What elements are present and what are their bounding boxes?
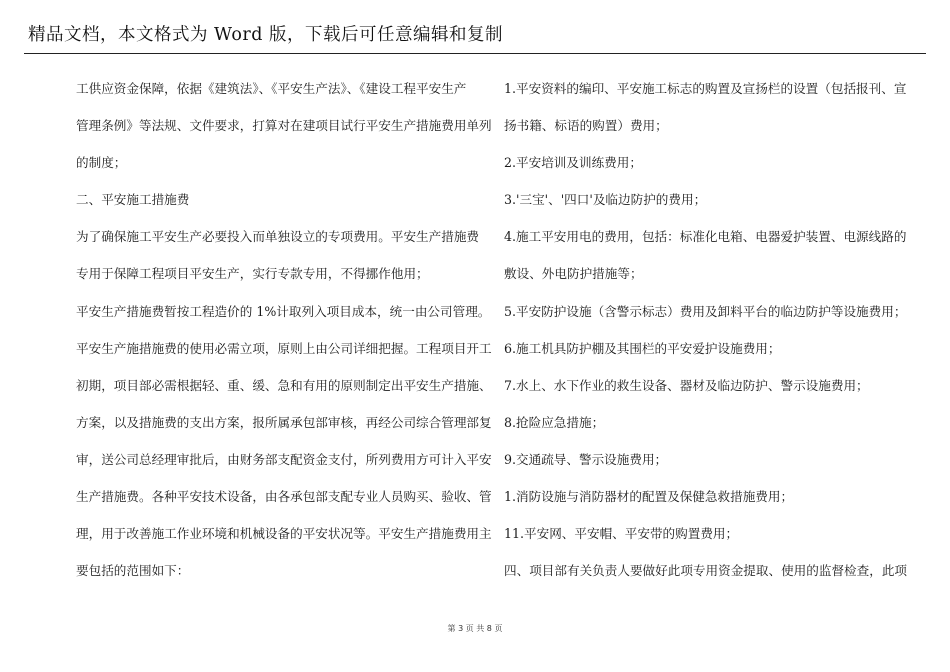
header-title: 精品文档，本文格式为 Word 版，下载后可任意编辑和复制 xyxy=(28,25,504,45)
text-line: 的制度； xyxy=(76,155,127,171)
text-line: 审，送公司总经理审批后，由财务部支配资金支付，所列费用方可计入平安 xyxy=(76,451,492,467)
list-item: 9.交通疏导、警示设施费用； xyxy=(504,451,668,467)
text-line: 要包括的范围如下： xyxy=(76,563,190,579)
page-number: 第 3 页 共 8 页 xyxy=(447,624,503,633)
text-line: 生产措施费。各种平安技术设备，由各承包部支配专业人员购买、验收、管 xyxy=(76,489,492,505)
list-item: 2.平安培训及训练费用； xyxy=(504,155,642,171)
header-divider xyxy=(24,53,926,54)
list-item: 敷设、外电防护措施等； xyxy=(504,266,643,282)
list-item: 3.'三宝'、'四口'及临边防护的费用； xyxy=(504,192,707,208)
text-line: 工供应资金保障，依据《建筑法》、《平安生产法》、《建设工程平安生产 xyxy=(76,81,467,96)
text-line: 平安生产措施费暂按工程造价的 1%计取列入项目成本，统一由公司管理。 xyxy=(76,303,491,319)
text-line: 初期，项目部必需根据轻、重、缓、急和有用的原则制定出平安生产措施、 xyxy=(76,377,492,393)
section-heading: 二、平安施工措施费 xyxy=(76,192,190,208)
list-item: 7.水上、水下作业的救生设备、器材及临边防护、警示设施费用； xyxy=(504,377,869,393)
list-item: 1.消防设施与消防器材的配置及保健急救措施费用； xyxy=(504,489,794,505)
text-line: 方案，以及措施费的支出方案，报所属承包部审核，再经公司综合管理部复 xyxy=(76,414,492,430)
list-item: 6.施工机具防护棚及其围栏的平安爱护设施费用； xyxy=(504,340,781,356)
text-line: 理，用于改善施工作业环境和机械设备的平安状况等。平安生产措施费用主 xyxy=(76,526,492,542)
text-line: 管理条例》等法规、文件要求，打算对在建项目试行平安生产措施费用单列 xyxy=(76,118,492,134)
list-item: 扬书籍、标语的购置）费用； xyxy=(504,118,668,134)
text-line: 为了确保施工平安生产必要投入而单独设立的专项费用。平安生产措施费 xyxy=(76,229,479,245)
document-header xyxy=(0,0,950,57)
list-item: 5.平安防护设施（含警示标志）费用及卸料平台的临边防护等设施费用； xyxy=(504,303,907,319)
text-line: 四、项目部有关负责人要做好此项专用资金提取、使用的监督检查，此项 xyxy=(504,563,907,579)
list-item: 4.施工平安用电的费用，包括：标准化电箱、电器爱护装置、电源线路的 xyxy=(504,229,907,245)
text-line: 专用于保障工程项目平安生产，实行专款专用，不得挪作他用； xyxy=(76,266,429,282)
right-text-column xyxy=(504,70,907,589)
list-item: 11.平安网、平安帽、平安带的购置费用； xyxy=(504,526,739,542)
list-item: 1.平安资料的编印、平安施工标志的购置及宣扬栏的设置（包括报刊、宣 xyxy=(504,81,907,96)
left-text-column xyxy=(76,70,490,589)
text-line: 平安生产施措施费的使用必需立项，原则上由公司详细把握。工程项目开工 xyxy=(76,340,492,356)
list-item: 8.抢险应急措施； xyxy=(504,414,605,430)
